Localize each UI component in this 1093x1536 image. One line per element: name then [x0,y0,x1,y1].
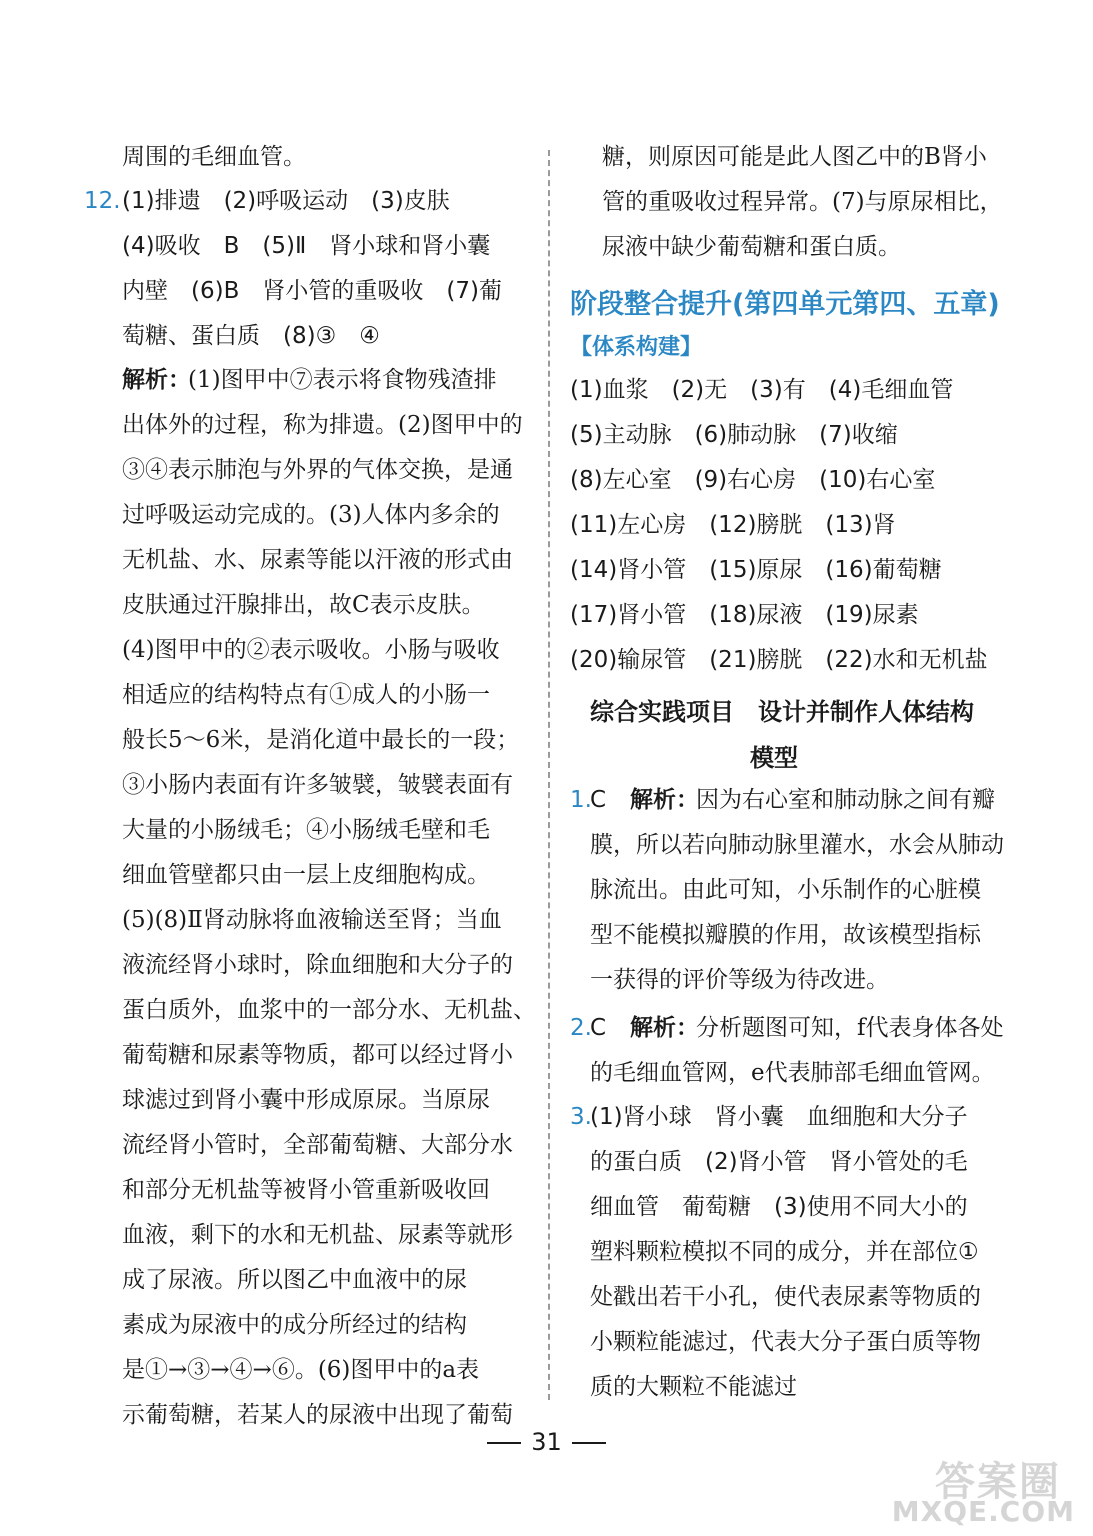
answer-line: (1)肾小球 肾小囊 血细胞和大分子 [590,1104,968,1130]
text-line: 般长5～6米，是消化道中最长的一段； [122,727,520,753]
text-line: 无机盐、水、尿素等能以汗液的形式由 [122,547,513,573]
text-line: 血液，剩下的水和无机盐、尿素等就形 [122,1222,513,1248]
answer-line: 萄糖、蛋白质 (8)③ ④ [122,323,380,349]
text-line: 流经肾小管时，全部葡萄糖、大部分水 [122,1132,513,1158]
text-line: 管的重吸收过程异常。(7)与原尿相比， [602,189,1003,215]
text-line: 大量的小肠绒毛；④小肠绒毛壁和毛 [122,817,490,843]
analysis-label: 解析： [630,1015,699,1041]
question-number: 2. [570,1015,592,1041]
answer-choice: C [590,787,607,813]
system-line: (17)肾小管 (18)尿液 (19)尿素 [570,602,919,628]
text-line: 蛋白质外，血浆中的一部分水、无机盐、 [122,997,536,1023]
text-line: 脉流出。由此可知，小乐制作的心脏模 [590,877,981,903]
text-line: 成了尿液。所以图乙中血液中的尿 [122,1267,467,1293]
text-line: 细血管壁都只由一层上皮细胞构成。 [122,862,490,888]
text-line: 皮肤通过汗腺排出，故C表示皮肤。 [122,592,485,618]
text-line: 是①→③→④→⑥。(6)图甲中的a表 [122,1357,480,1383]
answer-line: (4)吸收 B (5)Ⅱ 肾小球和肾小囊 [122,233,491,259]
system-line: (1)血浆 (2)无 (3)有 (4)毛细血管 [570,377,954,403]
system-line: (11)左心房 (12)膀胱 (13)肾 [570,512,896,538]
answer-line: 质的大颗粒不能滤过 [590,1374,797,1400]
text-line: 和部分无机盐等被肾小管重新吸收回 [122,1177,490,1203]
text-line: 一获得的评价等级为待改进。 [590,967,889,993]
text-line: (5)(8)Ⅱ肾动脉将血液输送至肾；当血 [122,907,502,933]
text-line: 过呼吸运动完成的。(3)人体内多余的 [122,502,500,528]
section-tag: 【体系构建】 [570,335,703,360]
question-number: 12. [84,188,121,214]
answer-line: (1)排遗 (2)呼吸运动 (3)皮肤 [122,188,450,214]
answer-line: 细血管 葡萄糖 (3)使用不同大小的 [590,1194,968,1220]
text-line: 葡萄糖和尿素等物质，都可以经过肾小 [122,1042,513,1068]
text-line: 相适应的结构特点有①成人的小肠一 [122,682,490,708]
system-line: (20)输尿管 (21)膀胱 (22)水和无机盐 [570,647,988,673]
page-number-dash-left [487,1442,521,1444]
text-line: 分析题图可知，f代表身体各处 [696,1015,1004,1041]
analysis-label: 解析： [630,787,699,813]
text-line: ③小肠内表面有许多皱襞，皱襞表面有 [122,772,513,798]
text-line: 示葡萄糖，若某人的尿液中出现了葡萄 [122,1402,513,1428]
text-line: ③④表示肺泡与外界的气体交换，是通 [122,457,513,483]
text-line: 液流经肾小球时，除血细胞和大分子的 [122,952,513,978]
text-line: 膜，所以若向肺动脉里灌水，水会从肺动 [590,832,1004,858]
system-line: (14)肾小管 (15)原尿 (16)葡萄糖 [570,557,942,583]
system-line: (8)左心室 (9)右心房 (10)右心室 [570,467,936,493]
question-number: 1. [570,787,592,813]
watermark-bottom: MXQE.COM [891,1495,1075,1528]
project-title-cont: 模型 [750,744,798,772]
answer-line: 内壁 (6)B 肾小管的重吸收 (7)葡 [122,278,502,304]
page-number-dash-right [572,1442,606,1444]
answer-choice: C [590,1015,607,1041]
project-title: 综合实践项目 设计并制作人体结构 [590,698,974,726]
analysis-label: 解析： [122,367,191,393]
text-line: 出体外的过程，称为排遗。(2)图甲中的 [122,412,523,438]
answer-line: 的蛋白质 (2)肾小管 肾小管处的毛 [590,1149,968,1175]
watermark-logo [881,1450,1081,1528]
answer-line: 处戳出若干小孔，使代表尿素等物质的 [590,1284,981,1310]
system-line: (5)主动脉 (6)肺动脉 (7)收缩 [570,422,898,448]
column-divider [548,150,550,1400]
section-title: 阶段整合提升(第四单元第四、五章) [570,289,1000,320]
text-line: 球滤过到肾小囊中形成原尿。当原尿 [122,1087,490,1113]
text-line: (1)图甲中⑦表示将食物残渣排 [188,367,497,393]
text-line: 的毛细血管网，e代表肺部毛细血管网。 [590,1060,995,1086]
answer-line: 小颗粒能滤过，代表大分子蛋白质等物 [590,1329,981,1355]
text-line: 糖，则原因可能是此人图乙中的B肾小 [602,144,987,170]
text-line: 型不能模拟瓣膜的作用，故该模型指标 [590,922,981,948]
text-line: 因为右心室和肺动脉之间有瓣 [696,787,995,813]
answer-line: 塑料颗粒模拟不同的成分，并在部位① [590,1239,979,1265]
question-number: 3. [570,1104,592,1130]
text-line: 周围的毛细血管。 [122,144,306,170]
text-line: (4)图甲中的②表示吸收。小肠与吸收 [122,637,500,663]
text-line: 素成为尿液中的成分所经过的结构 [122,1312,467,1338]
watermark-top: 答案圈 [935,1459,1061,1505]
page-number-text: 31 [531,1428,562,1456]
text-line: 尿液中缺少葡萄糖和蛋白质。 [602,234,901,260]
